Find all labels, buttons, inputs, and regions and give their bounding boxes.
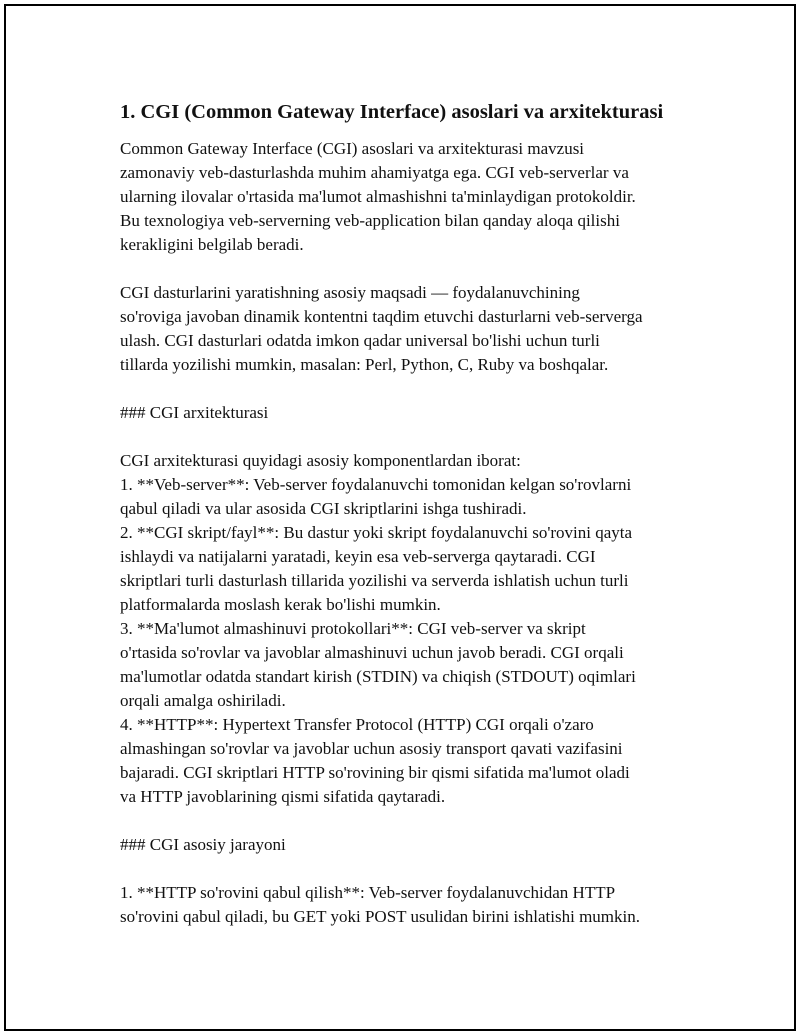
document-body: [120, 137, 700, 929]
text-line: so'roviga javoban dinamik kontentni taqdim etuvchi dasturlarni veb-serverga: [120, 307, 643, 326]
text-line: CGI arxitekturasi quyidagi asosiy komponentlardan iborat:: [120, 451, 521, 470]
paragraph-gap: [120, 257, 700, 281]
document-title: 1. CGI (Common Gateway Interface) asoslari va arxitekturasi: [120, 101, 664, 123]
text-line: so'rovini qabul qiladi, bu GET yoki POST usulidan birini ishlatishi mumkin.: [120, 907, 640, 926]
paragraph-gap: [120, 809, 700, 833]
text-line: bajaradi. CGI skriptlari HTTP so'rovining bir qismi sifatida ma'lumot oladi: [120, 763, 630, 782]
text-line: ishlaydi va natijalarni yaratadi, keyin esa veb-serverga qaytaradi. CGI: [120, 547, 596, 566]
paragraph-gap: [120, 377, 700, 401]
text-line: kerakligini belgilab beradi.: [120, 235, 304, 254]
text-line: 2. **CGI skript/fayl**: Bu dastur yoki skript foydalanuvchi so'rovini qayta: [120, 523, 633, 542]
text-line: 3. **Ma'lumot almashinuvi protokollari**: CGI veb-server va skript: [120, 619, 586, 638]
section-heading-line: ### CGI asosiy jarayoni: [120, 835, 286, 854]
text-line: CGI dasturlarini yaratishning asosiy maqsadi — foydalanuvchining: [120, 283, 580, 302]
text-line: ulash. CGI dasturlari odatda imkon qadar universal bo'lishi uchun turli: [120, 331, 600, 350]
text-line: 1. **HTTP so'rovini qabul qilish**: Veb-server foydalanuvchidan HTTP: [120, 883, 616, 902]
text-line: zamonaviy veb-dasturlashda muhim ahamiyatga ega. CGI veb-serverlar va: [120, 163, 629, 182]
text-line: skriptlari turli dasturlash tillarida yozilishi va serverda ishlatish uchun turli: [120, 571, 629, 590]
text-line: qabul qiladi va ular asosida CGI skriptlarini ishga tushiradi.: [120, 499, 527, 518]
text-line: tillarda yozilishi mumkin, masalan: Perl, Python, C, Ruby va boshqalar.: [120, 355, 609, 374]
text-line: 1. **Veb-server**: Veb-server foydalanuvchi tomonidan kelgan so'rovlarni: [120, 475, 632, 494]
text-line: 4. **HTTP**: Hypertext Transfer Protocol (HTTP) CGI orqali o'zaro: [120, 715, 594, 734]
text-line: almashingan so'rovlar va javoblar uchun asosiy transport qavati vazifasini: [120, 739, 623, 758]
text-line: Common Gateway Interface (CGI) asoslari va arxitekturasi mavzusi: [120, 139, 585, 158]
text-line: ularning ilovalar o'rtasida ma'lumot almashishni ta'minlaydigan protokoldir.: [120, 187, 636, 206]
text-line: platformalarda moslash kerak bo'lishi mumkin.: [120, 595, 441, 614]
text-line: orqali amalga oshiriladi.: [120, 691, 286, 710]
text-line: va HTTP javoblarining qismi sifatida qaytaradi.: [120, 787, 446, 806]
document-content: [120, 98, 700, 929]
text-line: o'rtasida so'rovlar va javoblar almashinuvi uchun javob beradi. CGI orqali: [120, 643, 624, 662]
document-page: [4, 4, 796, 1031]
paragraph-gap: [120, 425, 700, 449]
text-line: ma'lumotlar odatda standart kirish (STDIN) va chiqish (STDOUT) oqimlari: [120, 667, 636, 686]
paragraph-gap: [120, 857, 700, 881]
section-heading-line: ### CGI arxitekturasi: [120, 403, 269, 422]
text-line: Bu texnologiya veb-serverning veb-application bilan qanday aloqa qilishi: [120, 211, 620, 230]
